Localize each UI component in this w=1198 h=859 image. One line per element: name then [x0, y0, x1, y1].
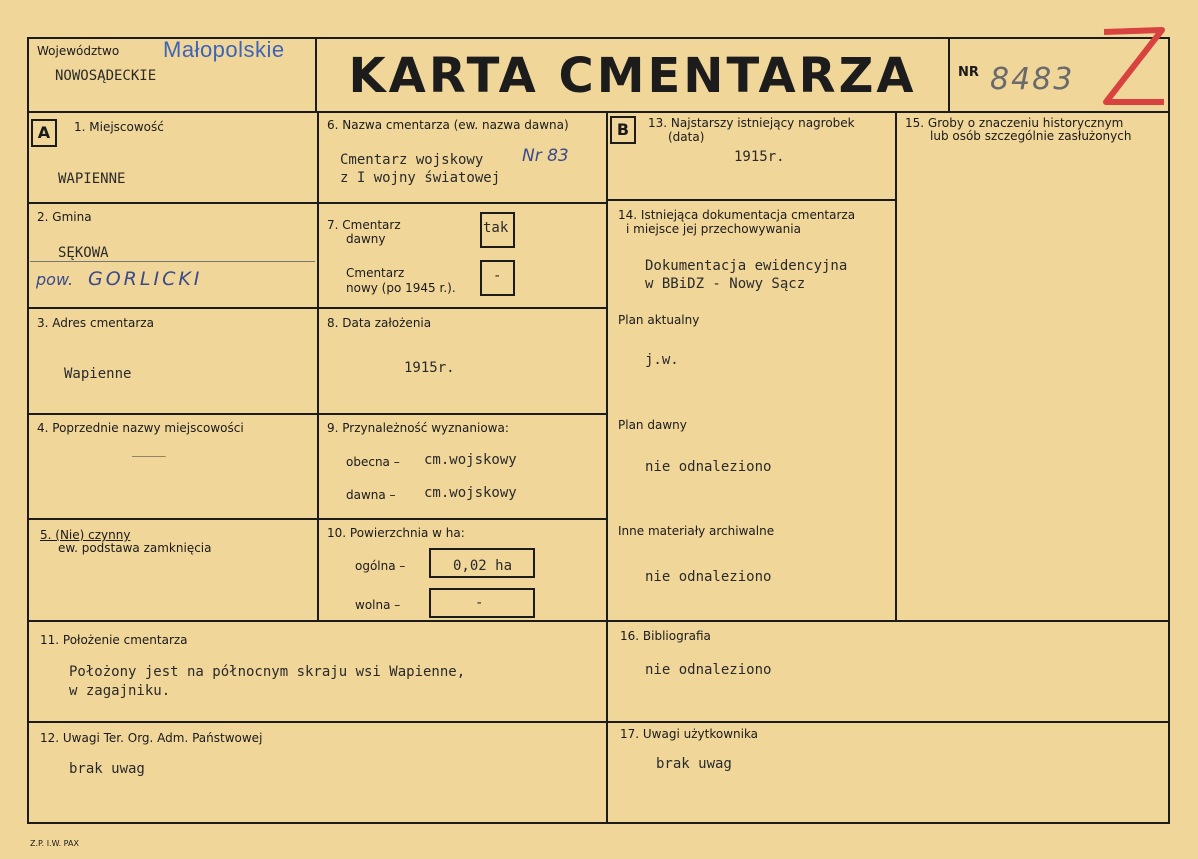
- row-m4: [317, 518, 608, 520]
- f5-sublabel: ew. podstawa zamknięcia: [58, 541, 212, 555]
- f7-value: tak: [483, 220, 509, 236]
- row-m2: [317, 307, 608, 309]
- f2-label: 2. Gmina: [37, 210, 92, 224]
- wojewodztwo-label: Województwo: [37, 44, 120, 58]
- f10-ogolna-box: [429, 548, 535, 578]
- category-mark: [1098, 26, 1166, 108]
- col-div-1: [317, 113, 319, 622]
- f6-hand: Nr 83: [522, 146, 569, 166]
- f4-value: ____: [132, 441, 166, 457]
- f2-value: SĘKOWA: [58, 245, 109, 261]
- plan-aktualny-value: j.w.: [645, 352, 679, 368]
- row-bottom-2: [27, 721, 1170, 723]
- row-a4: [27, 518, 317, 520]
- wojewodztwo-value: NOWOSĄDECKIE: [55, 68, 157, 84]
- page-title: KARTA CMENTARZA: [348, 48, 917, 104]
- f16-value: nie odnaleziono: [645, 662, 772, 678]
- f7b-checkbox: [480, 260, 515, 296]
- inne-label: Inne materiały archiwalne: [618, 524, 775, 538]
- f10-wolna-label: wolna –: [355, 598, 401, 612]
- printer-imprint: Z.P. I.W. PAX: [30, 839, 79, 848]
- f16-label: 16. Bibliografia: [620, 629, 711, 643]
- f7-label2: dawny: [346, 232, 386, 246]
- f17-value: brak uwag: [656, 756, 732, 772]
- row-m3: [317, 413, 608, 415]
- f4-label: 4. Poprzednie nazwy miejscowości: [37, 421, 244, 435]
- f10-wolna-box: [429, 588, 535, 618]
- f15-label2: lub osób szczególnie zasłużonych: [930, 129, 1132, 143]
- f17-label: 17. Uwagi użytkownika: [620, 727, 759, 741]
- f11-line1: Położony jest na północnym skraju wsi Wapienne,: [69, 664, 466, 680]
- row-a3: [27, 413, 317, 415]
- plan-dawny-value: nie odnaleziono: [645, 459, 772, 475]
- f9-label: 9. Przynależność wyznaniowa:: [327, 421, 509, 435]
- f10-ogolna-value: 0,02 ha: [453, 558, 513, 574]
- nr-value: 8483: [990, 62, 1075, 97]
- f6-label: 6. Nazwa cmentarza (ew. nazwa dawna): [327, 118, 569, 132]
- header-div-2: [948, 37, 950, 113]
- f12-label: 12. Uwagi Ter. Org. Adm. Państwowej: [40, 731, 263, 745]
- f3-label: 3. Adres cmentarza: [37, 316, 154, 330]
- f7-label: 7. Cmentarz: [327, 218, 401, 232]
- row-b1: [606, 199, 897, 201]
- row-a1: [27, 202, 317, 204]
- f9-dawna-value: cm.wojskowy: [424, 485, 517, 501]
- row-a2: [27, 307, 317, 309]
- wojewodztwo-stamp: Małopolskie: [163, 37, 285, 62]
- f2-hand-pow: pow.: [36, 270, 74, 289]
- nr-label: NR: [958, 65, 979, 80]
- plan-dawny-label: Plan dawny: [618, 418, 687, 432]
- inne-value: nie odnaleziono: [645, 569, 772, 585]
- f2-hand-value: GORLICKI: [88, 268, 203, 290]
- f10-label: 10. Powierzchnia w ha:: [327, 526, 465, 540]
- col-div-2: [606, 113, 608, 822]
- f15-label: 15. Groby o znaczeniu historycznym: [905, 116, 1124, 130]
- frame-left: [27, 37, 29, 824]
- section-a-letter: A: [31, 119, 57, 147]
- f7b-label: Cmentarz: [346, 266, 405, 280]
- f6-line2: z I wojny światowej: [340, 170, 501, 186]
- f13-label: 13. Najstarszy istniejący nagrobek: [648, 116, 855, 130]
- f14-label: 14. Istniejąca dokumentacja cmentarza: [618, 208, 856, 222]
- col-div-3: [895, 113, 897, 622]
- frame-bottom: [27, 822, 1170, 824]
- f10-wolna-value: -: [475, 595, 484, 611]
- f8-label: 8. Data założenia: [327, 316, 432, 330]
- plan-aktualny-label: Plan aktualny: [618, 313, 700, 327]
- row-bottom-1: [27, 620, 1170, 622]
- row-m1: [317, 202, 608, 204]
- f13-label2: (data): [668, 130, 705, 144]
- f1-value: WAPIENNE: [58, 171, 126, 187]
- f10-ogolna-label: ogólna –: [355, 559, 406, 573]
- f12-value: brak uwag: [69, 761, 145, 777]
- f7b-value: -: [493, 268, 502, 284]
- f6-line1: Cmentarz wojskowy: [340, 152, 484, 168]
- f11-label: 11. Położenie cmentarza: [40, 633, 188, 647]
- f14-label2: i miejsce jej przechowywania: [626, 222, 801, 236]
- f9-obecna-value: cm.wojskowy: [424, 452, 517, 468]
- f1-label: 1. Miejscowość: [74, 120, 164, 134]
- f9-dawna-label: dawna –: [346, 488, 396, 502]
- section-b-letter: B: [610, 116, 636, 144]
- f5-label: 5. (Nie) czynny: [40, 528, 131, 542]
- f8-value: 1915r.: [404, 360, 455, 376]
- f13-value: 1915r.: [734, 149, 785, 165]
- f9-obecna-label: obecna –: [346, 455, 400, 469]
- f3-value: Wapienne: [64, 366, 132, 382]
- frame-right: [1168, 37, 1170, 824]
- f7-checkbox: [480, 212, 515, 248]
- f14-line2: w BBiDZ - Nowy Sącz: [645, 276, 806, 292]
- red-z-mark: [1098, 26, 1166, 108]
- f11-line2: w zagajniku.: [69, 683, 171, 699]
- header-bottom: [27, 111, 1170, 113]
- f7b-label2: nowy (po 1945 r.).: [346, 281, 456, 295]
- f14-line1: Dokumentacja ewidencyjna: [645, 258, 848, 274]
